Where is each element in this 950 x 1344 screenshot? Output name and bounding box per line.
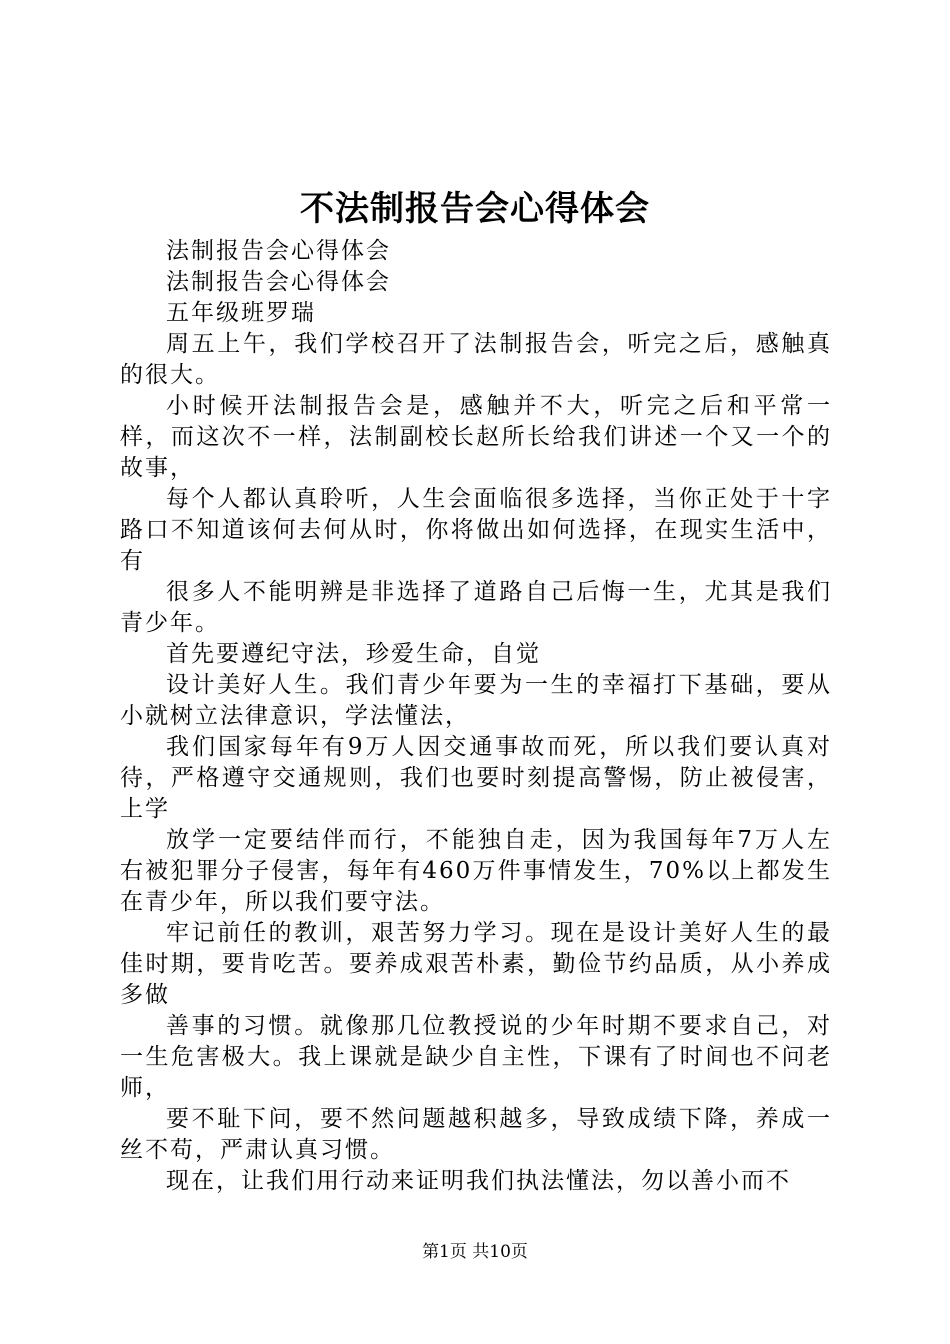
document-body: [120, 236, 832, 1197]
paragraph: 法制报告会心得体会: [166, 269, 391, 295]
paragraph: 法制报告会心得体会: [166, 238, 391, 264]
paragraph: 善事的习惯。就像那几位教授说的少年时期不要求自己，对一生危害极大。我上课就是缺少自主性，下课有了时间也不问老师，: [120, 1013, 832, 1101]
paragraph: 牢记前任的教训，艰苦努力学习。现在是设计美好人生的最佳时期，要肯吃苦。要养成艰苦朴素，勤俭节约品质，从小养成多做: [120, 920, 832, 1008]
paragraph: 放学一定要结伴而行，不能独自走，因为我国每年7万人左右被犯罪分子侵害，每年有460万件事情发生，70%以上都发生在青少年，所以我们要守法。: [120, 827, 832, 915]
paragraph: 很多人不能明辨是非选择了道路自己后悔一生，尤其是我们青少年。: [120, 579, 832, 636]
paragraph: 设计美好人生。我们青少年要为一生的幸福打下基础，要从小就树立法律意识，学法懂法，: [120, 672, 832, 729]
paragraph: 周五上午，我们学校召开了法制报告会，听完之后，感触真的很大。: [120, 331, 832, 388]
paragraph: 小时候开法制报告会是，感触并不大，听完之后和平常一样，而这次不一样，法制副校长赵所长给我们讲述一个又一个的故事，: [120, 393, 832, 481]
paragraph: 首先要遵纪守法，珍爱生命，自觉: [166, 641, 541, 667]
paragraph: 要不耻下问，要不然问题越积越多，导致成绩下降，养成一丝不苟，严肃认真习惯。: [120, 1106, 832, 1163]
paragraph: 每个人都认真聆听，人生会面临很多选择，当你正处于十字路口不知道该何去何从时，你将做出如何选择，在现实生活中，有: [120, 486, 832, 574]
document-title: 不法制报告会心得体会: [300, 189, 650, 229]
paragraph: 五年级班罗瑞: [166, 300, 316, 326]
paragraph: 现在，让我们用行动来证明我们执法懂法，勿以善小而不: [166, 1168, 791, 1194]
paragraph: 我们国家每年有9万人因交通事故而死，所以我们要认真对待，严格遵守交通规则，我们也要时刻提高警惕，防止被侵害，上学: [120, 734, 832, 822]
page-number-footer: 第1页 共10页: [422, 1242, 528, 1262]
